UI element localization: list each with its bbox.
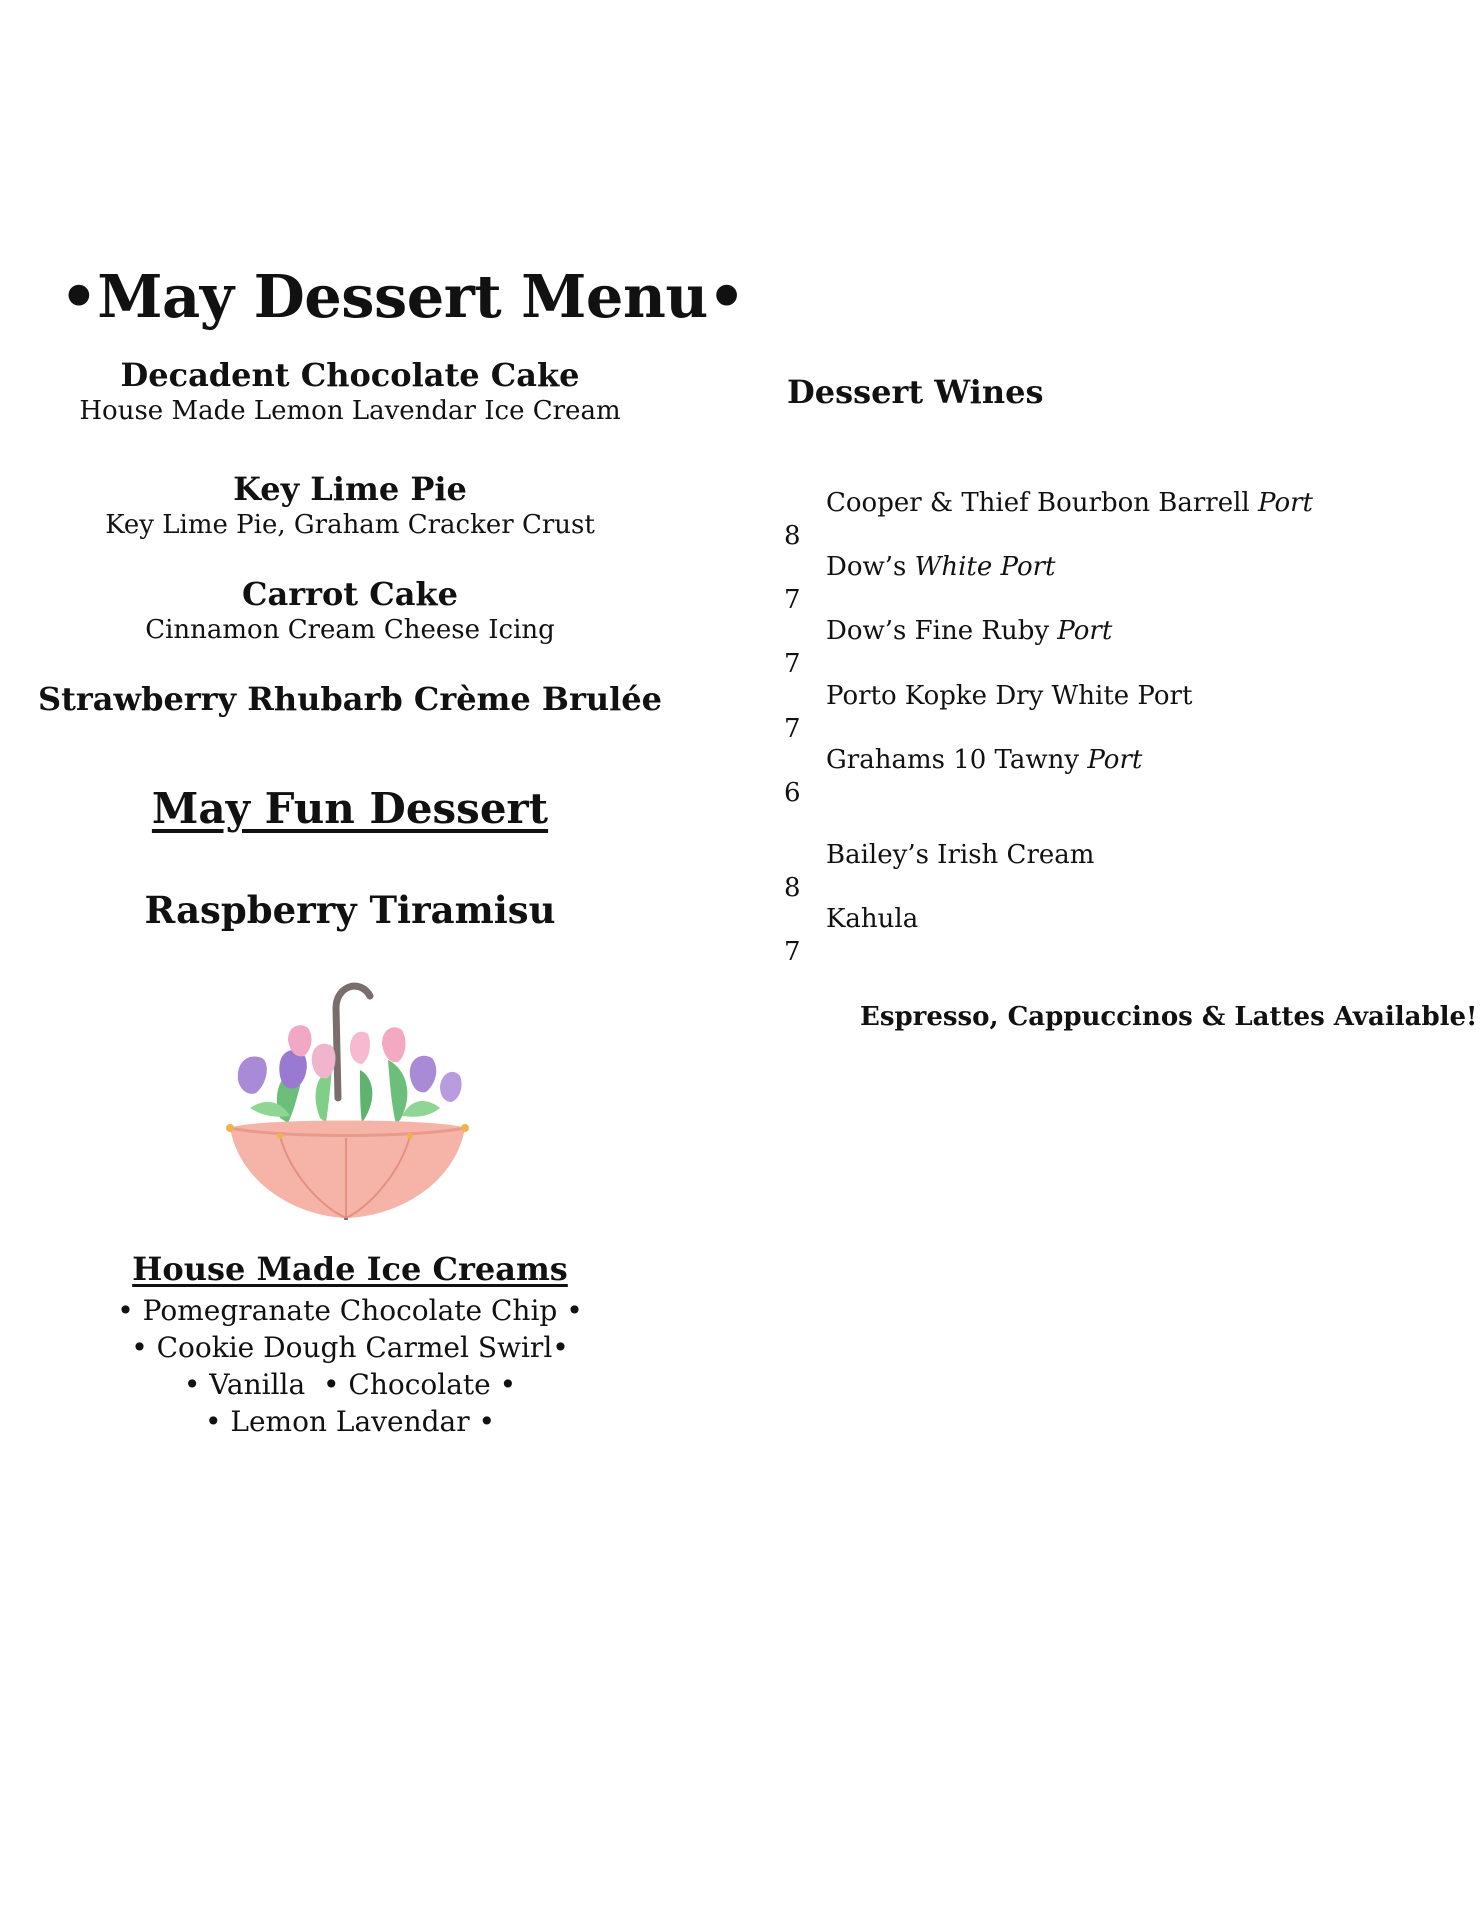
ice-cream-heading: House Made Ice Creams [132,1250,568,1288]
wine-price-3: 7 [784,649,801,679]
wine-name-1: Cooper & Thief Bourbon Barrell Port [826,488,1313,518]
ice-cream-line-1: • Pomegranate Chocolate Chip • [117,1294,583,1327]
ice-cream-line-3: • Vanilla • Chocolate • [183,1368,517,1401]
wine-name-5: Grahams 10 Tawny Port [826,745,1143,775]
fun-dessert-item: Raspberry Tiramisu [144,888,556,932]
wine-price-7: 7 [784,937,801,967]
wine-price-4: 7 [784,714,801,744]
dessert-desc-2: Key Lime Pie, Graham Cracker Crust [105,510,595,540]
wine-name-7: Kahula [826,904,919,934]
dessert-desc-1: House Made Lemon Lavendar Ice Cream [79,396,621,426]
ice-cream-line-4: • Lemon Lavendar • [204,1405,496,1438]
dessert-name-2: Key Lime Pie [233,470,467,508]
wine-price-6: 8 [784,873,801,903]
tulips-in-umbrella-icon [210,968,480,1220]
wine-name-2: Dow’s White Port [826,552,1056,582]
dessert-name-3: Carrot Cake [242,575,458,613]
wine-name-3: Dow’s Fine Ruby Port [826,616,1113,646]
dessert-name-1: Decadent Chocolate Cake [120,356,580,394]
wine-price-2: 7 [784,585,801,615]
dessert-wines-heading: Dessert Wines [787,373,1044,411]
ice-cream-line-2: • Cookie Dough Carmel Swirl• [131,1331,569,1364]
fun-dessert-heading: May Fun Dessert [151,784,549,833]
dessert-desc-3: Cinnamon Cream Cheese Icing [145,615,555,645]
wine-name-4: Porto Kopke Dry White Port [826,681,1193,711]
wine-name-6: Bailey’s Irish Cream [826,840,1095,870]
wine-price-5: 6 [784,778,801,808]
wine-price-1: 8 [784,521,801,551]
menu-title: •May Dessert Menu• [60,262,745,331]
dessert-name-4: Strawberry Rhubarb Crème Brulée [38,680,662,718]
espresso-note: Espresso, Cappuccinos & Lattes Available! [860,1002,1478,1032]
